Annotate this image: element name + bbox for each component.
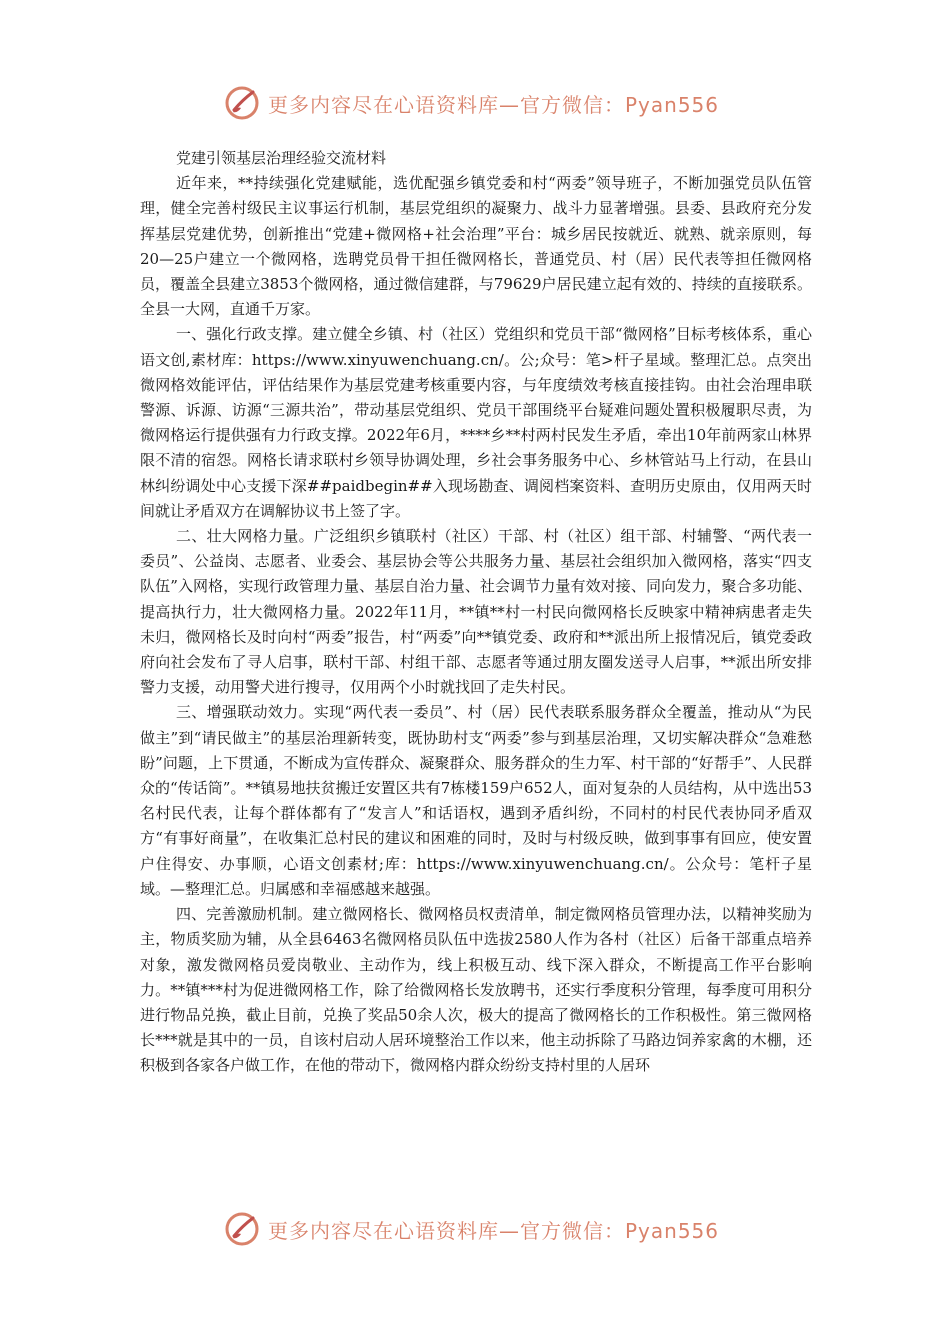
brush-logo-icon	[224, 85, 260, 121]
paragraph-intro: 近年来，**持续强化党建赋能，选优配强乡镇党委和村“两委”领导班子，不断加强党员队伍管理，健全完善村级民主议事运行机制，基层党组织的凝聚力、战斗力显著增强。县委、县政府充分发挥基层党建优势，创新推出“党建+微网格+社会治理”平台：城乡居民按就近、就熟、就亲原则，每20—25户建立一个微网格，选聘党员骨干担任微网格长，普通党员、村（居）民代表等担任微网格员，覆盖全县建立3853个微网格，通过微信建群，与79629户居民建立起有效的、持续的直接联系。全县一大网，直通千万家。	[140, 174, 812, 319]
paragraph-section-2: 二、壮大网格力量。广泛组织乡镇联村（社区）干部、村（社区）组干部、村辅警、“两代表一委员”、公益岗、志愿者、业委会、基层协会等公共服务力量、基层社会组织加入微网格，落实“四支队伍”入网格，实现行政管理力量、基层自治力量、社会调节力量有效对接、同向发力，聚合多功能、提高执行力，壮大微网格力量。2022年11月，**镇**村一村民向微网格长反映家中精神病患者走失未归，微网格长及时向村“两委”报告，村“两委”向**镇党委、政府和**派出所上报情况后，镇党委政府向社会发布了寻人启事，联村干部、村组干部、志愿者等通过朋友圈发送寻人启事，**派出所安排警力支援，动用警犬进行搜寻，仅用两个小时就找回了走失村民。	[140, 527, 812, 697]
footer-banner	[224, 1206, 719, 1252]
brush-logo-icon	[224, 1211, 260, 1247]
paragraph-section-4: 四、完善激励机制。建立微网格长、微网格员权责清单，制定微网格员管理办法，以精神奖励为主，物质奖励为辅，从全县6463名微网格员队伍中选拔2580人作为各村（社区）后备干部重点培养对象，激发微网格员爱岗敬业、主动作为，线上积极互动、线下深入群众，不断提高工作平台影响力。**镇***村为促进微网格工作，除了给微网格长发放聘书，还实行季度积分管理，每季度可用积分进行物品兑换，截止目前，兑换了奖品50余人次，极大的提高了微网格长的工作积极性。第三微网格长***就是其中的一员，自该村启动人居环境整治工作以来，他主动拆除了马路边饲养家禽的木棚，还积极到各家各户做工作，在他的带动下，微网格内群众纷纷支持村里的人居环	[140, 905, 812, 1075]
paragraph-section-1: 一、强化行政支撑。建立健全乡镇、村（社区）党组织和党员干部“微网格”目标考核体系，重心语文创,素材库：https://www.xinyuwenchuang.cn/。公;众号：笔>杆子星域。整理汇总。点突出微网格效能评估，评估结果作为基层党建考核重要内容，与年度绩效考核直接挂钩。由社会治理串联警源、诉源、访源“三源共治”，带动基层党组织、党员干部围绕平台疑难问题处置积极履职尽责，为微网格运行提供强有力行政支撑。2022年6月，****乡**村两村民发生矛盾，牵出10年前两家山林界限不清的宿怨。网格长请求联村乡领导协调处理，乡社会事务服务中心、乡林管站马上行动，在县山林纠纷调处中心支援下深##paidbegin##入现场勘查、调阅档案资料、查明历史原由，仅用两天时间就让矛盾双方在调解协议书上签了字。	[140, 325, 812, 520]
paragraph-section-3: 三、增强联动效力。实现“两代表一委员”、村（居）民代表联系服务群众全覆盖，推动从“为民做主”到“请民做主”的基层治理新转变，既协助村支“两委”参与到基层治理，又切实解决群众“急难愁盼”问题，上下贯通，不断成为宣传群众、凝聚群众、服务群众的生力军、村干部的“好帮手”、人民群众的“传话筒”。**镇易地扶贫搬迁安置区共有7栋楼159户652人，面对复杂的人员结构，从中选出53名村民代表，让每个群体都有了“发言人”和话语权，遇到矛盾纠纷，不同村的村民代表协同矛盾双方“有事好商量”，在收集汇总村民的建议和困难的同时，及时与村级反映，做到事事有回应，使安置户住得安、办事顺，心语文创素材;库：https://www.xinyuwenchuang.cn/。公众号：笔杆子星域。—整理汇总。归属感和幸福感越来越强。	[140, 703, 812, 898]
header-banner	[224, 80, 719, 126]
banner-text: 更多内容尽在心语资料库—官方微信：Pyan556	[268, 92, 720, 117]
document-title: 党建引领基层治理经验交流材料	[176, 149, 387, 167]
banner-text: 更多内容尽在心语资料库—官方微信：Pyan556	[268, 1218, 720, 1243]
document-body	[140, 146, 812, 1079]
